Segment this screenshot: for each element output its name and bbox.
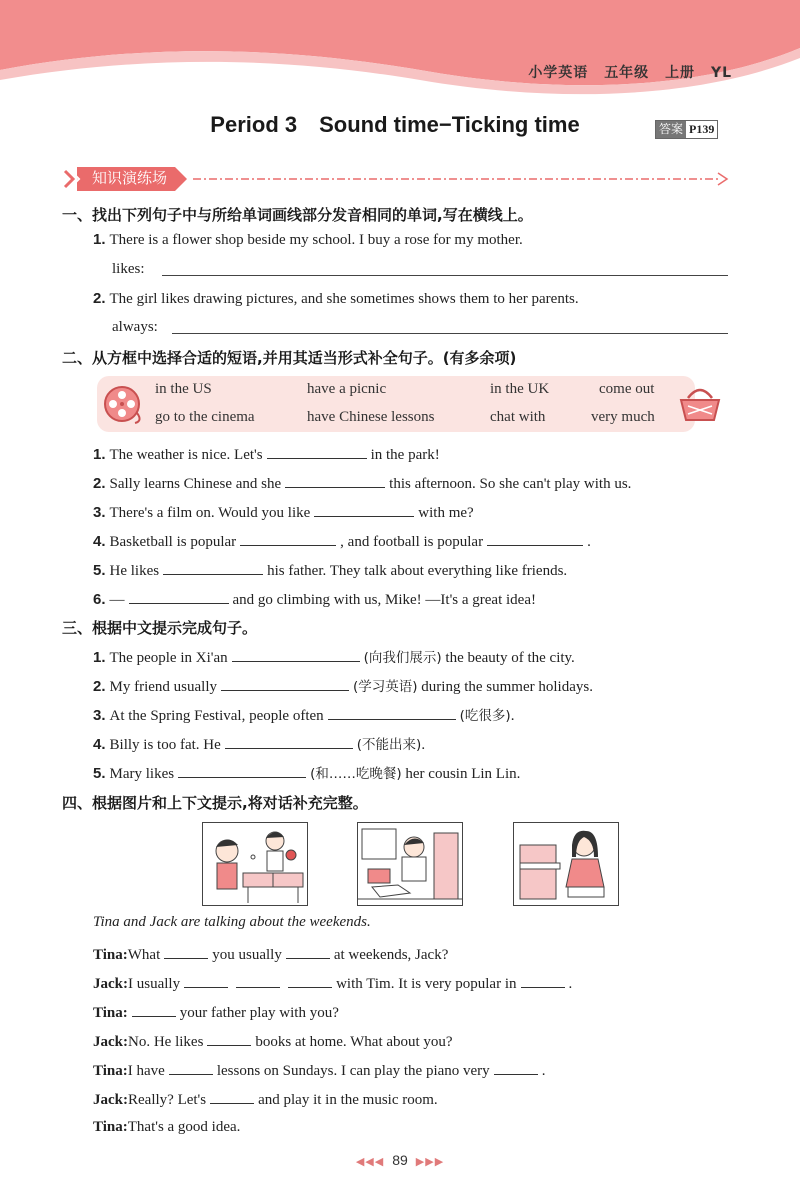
- dlg4-p2: books at home. What about you?: [255, 1034, 453, 1050]
- dialogue-intro: Tina and Jack are talking about the weekends.: [93, 914, 371, 930]
- section3-heading: 三、根据中文提示完成句子。: [62, 619, 258, 637]
- speaker-7: Tina:: [93, 1119, 128, 1135]
- dialogue-line-1: [93, 943, 448, 965]
- s2-blank-4a[interactable]: [240, 530, 336, 546]
- s2-item-6-a: —: [109, 592, 125, 608]
- s3-item-1-a: The people in Xi'an: [109, 650, 228, 666]
- header-info: [518, 62, 732, 82]
- s3-item-2-hint: (学习英语): [353, 679, 418, 695]
- s3-item-4-hint: (不能出来): [356, 737, 422, 753]
- s3-blank-3[interactable]: [328, 704, 456, 720]
- s2-item-1-a: The weather is nice. Let's: [109, 447, 263, 463]
- s1-item-1-word: likes:: [112, 261, 145, 277]
- s2-item-5: [93, 559, 567, 581]
- dialogue-line-7: [93, 1117, 240, 1137]
- s2-item-1: [93, 443, 440, 465]
- s3-blank-1[interactable]: [232, 646, 360, 662]
- s1-item-2-num: 2.: [93, 290, 106, 307]
- header-edition: YL: [710, 65, 732, 81]
- box-word-2: have a picnic: [307, 381, 387, 397]
- header-subject: 小学英语: [528, 65, 589, 81]
- next-arrows-icon: ▶▶▶: [415, 1156, 445, 1168]
- s1-item-2-word: always:: [112, 319, 158, 335]
- s2-item-4: [93, 530, 591, 552]
- speaker-1: Tina:: [93, 947, 128, 963]
- s2-item-2-a: Sally learns Chinese and she: [109, 476, 282, 492]
- dlg2-p2: with Tim. It is very popular in: [336, 976, 517, 992]
- s3-item-4-b: .: [421, 737, 426, 753]
- box-word-5: go to the cinema: [155, 409, 255, 425]
- header-grade: 五年级: [604, 65, 650, 81]
- dlg-blank-6a[interactable]: [210, 1088, 254, 1104]
- answer-page: P139: [689, 122, 715, 136]
- dlg2-p1: I usually: [128, 976, 181, 992]
- dlg-blank-4a[interactable]: [207, 1030, 251, 1046]
- film-reel-icon: [101, 383, 143, 425]
- page-number: 89: [392, 1152, 408, 1168]
- dlg3-p2: your father play with you?: [179, 1005, 339, 1021]
- s2-item-1-num: 1.: [93, 446, 106, 463]
- s2-item-4-num: 4.: [93, 533, 106, 550]
- s3-item-1-b: the beauty of the city.: [445, 650, 575, 666]
- dlg5-p1: I have: [127, 1063, 165, 1079]
- s2-item-5-num: 5.: [93, 562, 106, 579]
- dlg1-p2: you usually: [212, 947, 282, 963]
- box-word-1: in the US: [155, 381, 212, 397]
- s2-blank-6[interactable]: [129, 588, 229, 604]
- s3-item-3: [93, 704, 514, 726]
- box-word-8: very much: [591, 409, 655, 425]
- s2-item-6-num: 6.: [93, 591, 106, 608]
- s3-blank-2[interactable]: [221, 675, 349, 691]
- box-word-4: come out: [599, 381, 655, 397]
- s2-item-4-b: , and football is popular: [340, 534, 484, 550]
- page-footer: [0, 1152, 800, 1168]
- s1-item-1-num: 1.: [93, 231, 106, 248]
- answer-label: 答案: [656, 121, 686, 138]
- speaker-5: Tina:: [93, 1063, 128, 1079]
- box-word-7: chat with: [490, 409, 546, 425]
- s2-item-5-b: his father. They talk about everything like friends.: [267, 563, 568, 579]
- s3-item-1: [93, 646, 575, 668]
- s3-item-3-b: .: [510, 708, 515, 724]
- s3-item-2-a: My friend usually: [109, 679, 217, 695]
- section1-heading: 一、找出下列句子中与所给单词画线部分发音相同的单词,写在横线上。: [62, 206, 533, 224]
- s3-item-3-num: 3.: [93, 707, 106, 724]
- s2-item-6-b: and go climbing with us, Mike! —It's a great idea!: [232, 592, 536, 608]
- s2-item-4-c: .: [587, 534, 591, 550]
- s3-item-5-num: 5.: [93, 765, 106, 782]
- speaker-4: Jack:: [93, 1034, 128, 1050]
- s3-item-5-hint: (和……吃晚餐): [310, 766, 402, 782]
- s2-item-3-num: 3.: [93, 504, 106, 521]
- s3-item-4: [93, 733, 425, 755]
- box-word-3: in the UK: [490, 381, 550, 397]
- dialogue-line-3: [93, 1001, 339, 1023]
- dlg4-p1: No. He likes: [128, 1034, 204, 1050]
- s3-blank-5[interactable]: [178, 762, 306, 778]
- dialogue-line-6: [93, 1088, 438, 1110]
- s1-answer-line-1[interactable]: [162, 275, 728, 276]
- dialogue-line-5: [93, 1059, 545, 1081]
- dlg-blank-5a[interactable]: [169, 1059, 213, 1075]
- picture-piano: [513, 822, 619, 906]
- s3-blank-4[interactable]: [225, 733, 353, 749]
- dlg-blank-5b[interactable]: [494, 1059, 538, 1075]
- s2-item-3-a: There's a film on. Would you like: [109, 505, 311, 521]
- s3-item-2-b: during the summer holidays.: [421, 679, 593, 695]
- s2-item-3-b: with me?: [418, 505, 474, 521]
- s2-item-1-b: in the park!: [370, 447, 440, 463]
- s3-item-3-a: At the Spring Festival, people often: [109, 708, 324, 724]
- s3-item-1-hint: (向我们展示): [363, 650, 442, 666]
- picture-reading-books: [357, 822, 463, 906]
- s3-item-4-num: 4.: [93, 736, 106, 753]
- speaker-2: Jack:: [93, 976, 128, 992]
- speaker-6: Jack:: [93, 1092, 128, 1108]
- dlg1-p3: at weekends, Jack?: [333, 947, 449, 963]
- dlg-blank-3a[interactable]: [132, 1001, 176, 1017]
- dlg-blank-2d[interactable]: [521, 972, 565, 988]
- dialogue-line-4: [93, 1030, 453, 1052]
- s2-item-3: [93, 501, 474, 523]
- dlg-blank-1a[interactable]: [164, 943, 208, 959]
- dlg6-p1: Really? Let's: [128, 1092, 207, 1108]
- s3-item-2: [93, 675, 593, 697]
- s3-item-5-a: Mary likes: [109, 766, 175, 782]
- s1-item-1: [93, 230, 523, 250]
- picture-table-tennis: [202, 822, 308, 906]
- s1-answer-line-2[interactable]: [172, 333, 728, 334]
- box-word-6: have Chinese lessons: [307, 409, 435, 425]
- dlg5-p2: lessons on Sundays. I can play the piano very: [216, 1063, 490, 1079]
- title-name: Sound time−Ticking time: [319, 112, 580, 137]
- s3-item-2-num: 2.: [93, 678, 106, 695]
- dlg5-p3: .: [541, 1063, 546, 1079]
- s3-item-5: [93, 762, 520, 784]
- s2-blank-3[interactable]: [314, 501, 414, 517]
- answer-tag[interactable]: [655, 120, 718, 139]
- s1-item-2: [93, 289, 579, 309]
- dlg-blank-2a[interactable]: [184, 972, 228, 988]
- s2-blank-4b[interactable]: [487, 530, 583, 546]
- section2-heading: 二、从方框中选择合适的短语,并用其适当形式补全句子。(有多余项): [62, 349, 517, 367]
- dlg7-p1: That's a good idea.: [127, 1119, 241, 1135]
- s2-blank-5[interactable]: [163, 559, 263, 575]
- dlg-blank-2c[interactable]: [288, 972, 332, 988]
- dlg1-p1: What: [127, 947, 161, 963]
- header-volume: 上册: [665, 65, 696, 81]
- picnic-basket-icon: [678, 384, 722, 424]
- prev-arrows-icon: ◀◀◀: [355, 1156, 385, 1168]
- dlg2-p3: .: [568, 976, 573, 992]
- s1-item-1-text: There is a flower shop beside my school. I buy a rose for my mother.: [109, 232, 523, 248]
- s2-item-5-a: He likes: [109, 563, 160, 579]
- s3-item-5-b: her cousin Lin Lin.: [405, 766, 521, 782]
- dlg6-p2: and play it in the music room.: [258, 1092, 438, 1108]
- dialogue-line-2: [93, 972, 572, 994]
- s2-item-2-num: 2.: [93, 475, 106, 492]
- s2-item-4-a: Basketball is popular: [109, 534, 237, 550]
- s2-blank-2[interactable]: [285, 472, 385, 488]
- dlg-blank-1b[interactable]: [286, 943, 330, 959]
- s2-item-2: [93, 472, 631, 494]
- header-wave: [0, 0, 800, 100]
- s3-item-1-num: 1.: [93, 649, 106, 666]
- title-period: Period 3: [210, 112, 298, 137]
- banner-label: 知识演练场: [92, 169, 168, 187]
- dlg-blank-2b[interactable]: [236, 972, 280, 988]
- s2-item-6: [93, 588, 536, 610]
- s2-item-2-b: this afternoon. So she can't play with us.: [389, 476, 632, 492]
- s1-item-2-text: The girl likes drawing pictures, and she sometimes shows them to her parents.: [109, 291, 579, 307]
- s3-item-4-a: Billy is too fat. He: [109, 737, 221, 753]
- section4-heading: 四、根据图片和上下文提示,将对话补充完整。: [62, 794, 368, 812]
- s2-blank-1[interactable]: [267, 443, 367, 459]
- speaker-3: Tina:: [93, 1005, 128, 1021]
- s3-item-3-hint: (吃很多): [459, 708, 511, 724]
